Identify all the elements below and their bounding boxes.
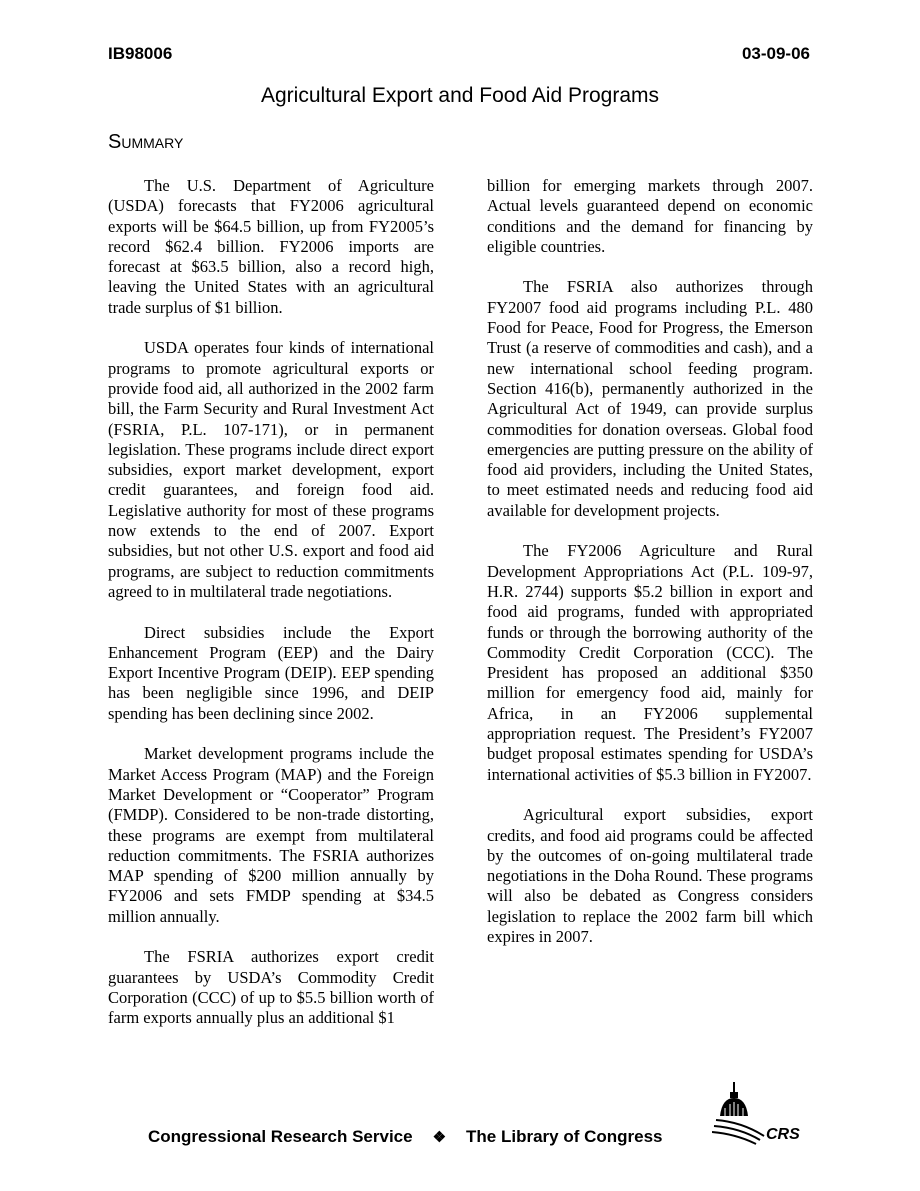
document-date: 03-09-06	[741, 44, 810, 63]
section-heading: Summary	[108, 131, 184, 153]
paragraph: The U.S. Department of Agriculture (USDA) forecasts that FY2006 agricultural exports will be $64.5 billion, up from FY2005’s record $62.4 billion. FY2006 imports are forecast at $63.5 billion, also a record high, leaving the United States with an agricultural trade surplus of $1 billion.	[108, 176, 434, 317]
paragraph: USDA operates four kinds of international programs to promote agricultural exports or provide food aid, all authorized in the 2002 farm bill, the Farm Security and Rural Investment Act (FSRIA, P.L. 107-171), or in permanent legislation. These programs include direct export subsidies, export market development, export credit guarantees, and foreign food aid. Legislative authority for most of these programs now extends to the end of 2007. Export subsidies, but not other U.S. export and food aid programs, are subject to reduction commitments agreed to in multilateral trade negotiations.	[108, 338, 434, 601]
right-column	[487, 176, 813, 968]
crs-logo-text: CRS	[766, 1126, 800, 1143]
paragraph: The FY2006 Agriculture and Rural Development Appropriations Act (P.L. 109-97, H.R. 2744) supports $5.2 billion in export and food aid programs, funded with appropriated funds or through the borrowing authority of the Commodity Credit Corporation (CCC). The President has proposed an additional $350 million for emergency food aid, mainly for Africa, in an FY2006 supplemental appropriation request. The President’s FY2007 budget proposal estimates spending for USDA’s international activities of $5.3 billion in FY2007.	[487, 541, 813, 784]
document-id: IB98006	[108, 44, 173, 63]
footer-library-name: The Library of Congress	[466, 1127, 663, 1146]
paragraph: Market development programs include the Market Access Program (MAP) and the Foreign Market Development or “Cooperator” Program (FMDP). Considered to be non-trade distorting, these programs are exempt from multilateral reduction commitments. The FSRIA authorizes MAP spending of $200 million annually by FY2006 and sets FMDP spending at $34.5 million annually.	[108, 744, 434, 926]
paragraph: The FSRIA also authorizes through FY2007 food aid programs including P.L. 480 Food for Peace, Food for Progress, the Emerson Trust (a reserve of commodities and cash), and a new international school feeding program. Section 416(b), permanently authorized in the Agricultural Act of 1949, can provide surplus commodities for donation overseas. Global food emergencies are putting pressure on the ability of food aid providers, including the United States, to meet estimated needs and reducing food aid available for development projects.	[487, 277, 813, 520]
page-title: Agricultural Export and Food Aid Programs	[260, 84, 660, 107]
paragraph: Agricultural export subsidies, export credits, and food aid programs could be affected by the outcomes of on-going multilateral trade negotiations in the Doha Round. These programs will also be debated as Congress considers legislation to replace the 2002 farm bill which expires in 2007.	[487, 805, 813, 946]
left-column	[108, 176, 434, 1049]
paragraph: Direct subsidies include the Export Enhancement Program (EEP) and the Dairy Export Incentive Program (DEIP). EEP spending has been negligible since 1996, and DEIP spending has been declining since 2002.	[108, 622, 434, 723]
footer	[148, 1127, 663, 1147]
footer-separator: ❖	[432, 1129, 447, 1146]
footer-crs-name: Congressional Research Service	[148, 1127, 413, 1146]
paragraph-continuation: billion for emerging markets through 2007. Actual levels guaranteed depend on economic conditions and the demand for financing by eligible countries.	[487, 176, 813, 256]
paragraph: The FSRIA authorizes export credit guarantees by USDA’s Commodity Credit Corporation (CCC) of up to $5.5 billion worth of farm exports annually plus an additional $1	[108, 947, 434, 1028]
